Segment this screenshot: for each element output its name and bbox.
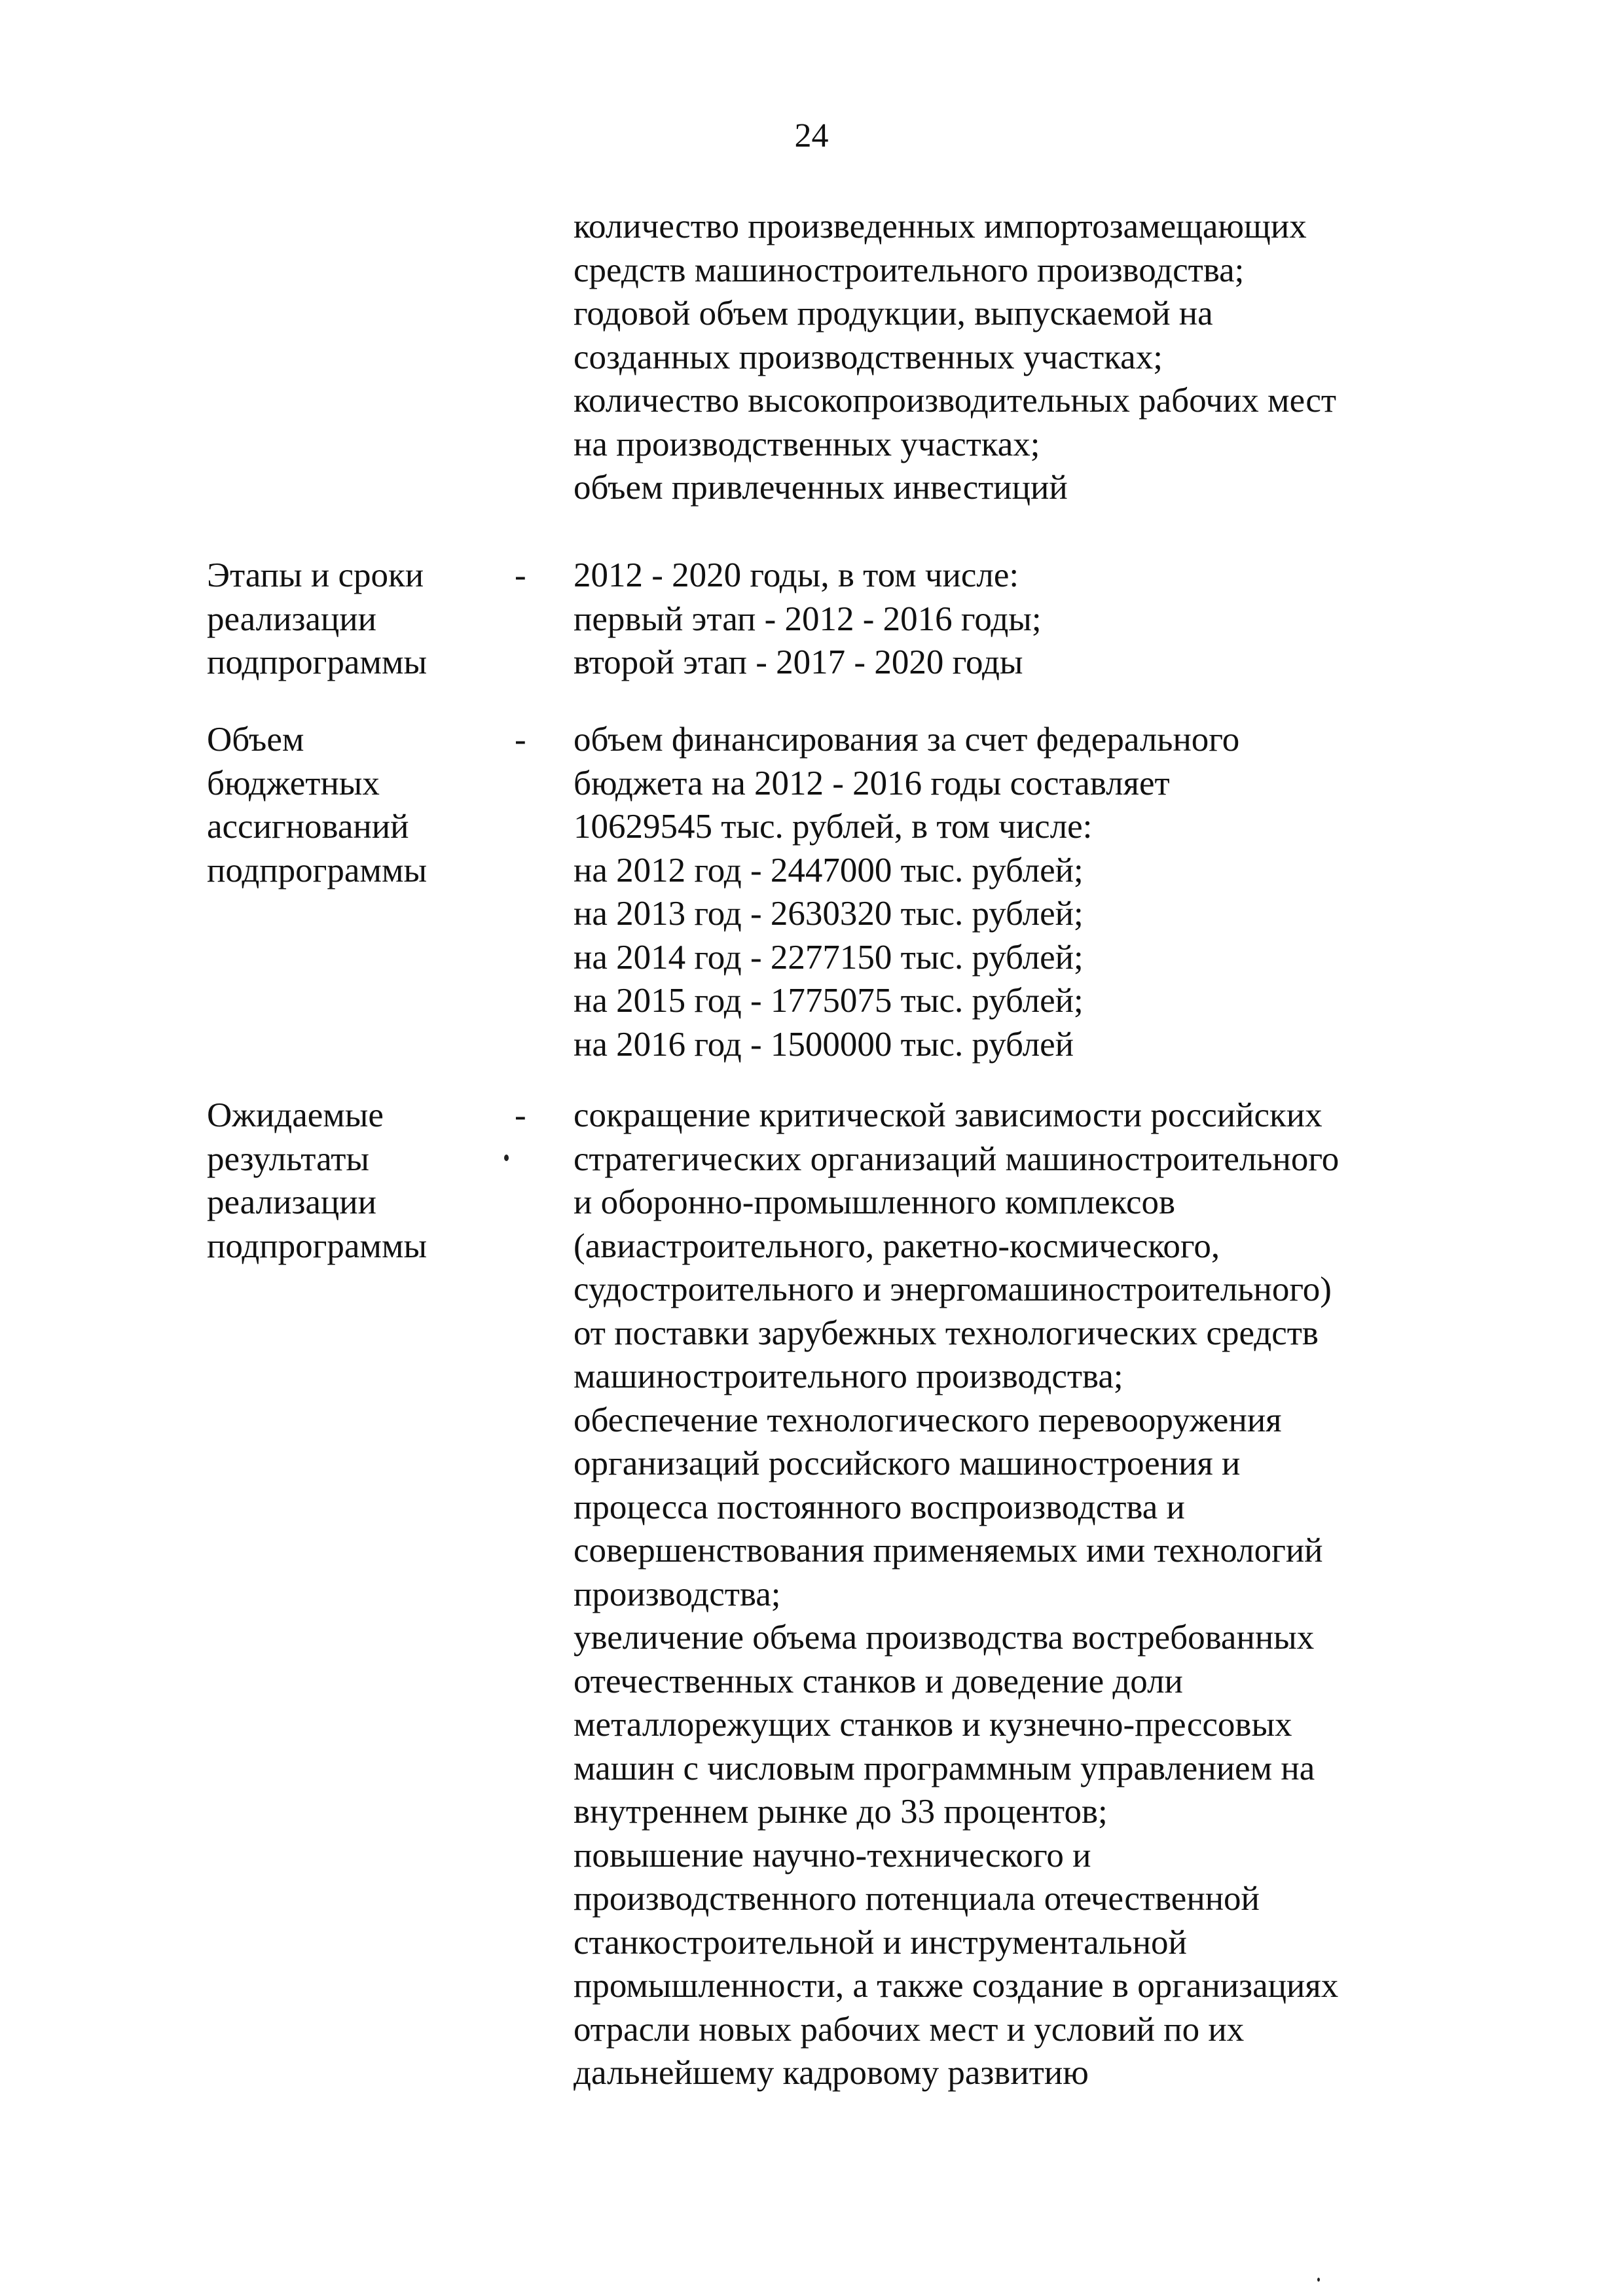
section-label	[207, 554, 427, 685]
content-line: производственного потенциала отечественной	[574, 1880, 1260, 1918]
content-line: на 2015 год - 1775075 тыс. рублей;	[574, 982, 1084, 1020]
content-line: второй этап - 2017 - 2020 годы	[574, 643, 1023, 681]
content-line: внутреннем рынке до 33 процентов;	[574, 1793, 1108, 1831]
content-line: совершенствования применяемых ими технологий	[574, 1532, 1323, 1570]
section-content	[574, 1094, 1339, 2095]
label-line: реализации	[207, 1183, 377, 1221]
label-line: подпрограммы	[207, 1227, 428, 1265]
scan-artifact-dot	[504, 1155, 509, 1161]
content-line: и оборонно-промышленного комплексов	[574, 1183, 1176, 1221]
content-line: отечественных станков и доведение доли	[574, 1662, 1183, 1700]
content-line: металлорежущих станков и кузнечно-прессовых	[574, 1706, 1292, 1744]
content-line: промышленности, а также создание в организациях	[574, 1967, 1339, 2005]
content-line: от поставки зарубежных технологических средств	[574, 1314, 1319, 1352]
intro-line: созданных производственных участках;	[574, 338, 1163, 376]
label-line: подпрограммы	[207, 643, 428, 681]
label-line: бюджетных	[207, 764, 380, 802]
content-line: повышение научно-технического и	[574, 1836, 1091, 1874]
intro-line: количество произведенных импортозамещающих	[574, 207, 1307, 245]
content-line: отрасли новых рабочих мест и условий по их	[574, 2010, 1245, 2049]
section-content	[574, 554, 1042, 685]
page-number: 24	[794, 117, 829, 154]
content-line: организаций российского машиностроения и	[574, 1444, 1241, 1482]
intro-line: годовой объем продукции, выпускаемой на	[574, 295, 1213, 332]
content-line: (авиастроительного, ракетно-космического,	[574, 1227, 1220, 1265]
label-line: подпрограммы	[207, 851, 428, 889]
section-dash: -	[515, 1096, 526, 1134]
section-dash: -	[515, 721, 526, 759]
section-label	[207, 1094, 427, 1268]
content-line: станкостроительной и инструментальной	[574, 1923, 1187, 1962]
content-line: производства;	[574, 1575, 781, 1613]
intro-line: средств машиностроительного производства;	[574, 251, 1245, 289]
label-line: Этапы и сроки	[207, 556, 424, 594]
content-line: процесса постоянного воспроизводства и	[574, 1488, 1185, 1526]
content-line: обеспечение технологического перевооружения	[574, 1401, 1282, 1439]
scan-artifact-dot	[1317, 2278, 1320, 2282]
label-line: Ожидаемые	[207, 1096, 384, 1134]
content-line: судостроительного и энергомашиностроительного)	[574, 1270, 1332, 1308]
content-line: бюджета на 2012 - 2016 годы составляет	[574, 764, 1170, 802]
section-content	[574, 718, 1239, 1066]
content-line: на 2013 год - 2630320 тыс. рублей;	[574, 895, 1084, 933]
intro-indicators-block	[574, 205, 1336, 510]
content-line: на 2016 год - 1500000 тыс. рублей	[574, 1025, 1074, 1064]
content-line: на 2014 год - 2277150 тыс. рублей;	[574, 938, 1084, 977]
content-line: на 2012 год - 2447000 тыс. рублей;	[574, 851, 1084, 889]
intro-line: количество высокопроизводительных рабочих мест	[574, 382, 1337, 420]
content-line: сокращение критической зависимости российских	[574, 1096, 1322, 1134]
label-line: ассигнований	[207, 808, 409, 846]
content-line: увеличение объема производства востребованных	[574, 1619, 1315, 1657]
intro-line: объем привлеченных инвестиций	[574, 469, 1068, 507]
label-line: результаты	[207, 1139, 369, 1178]
intro-line: на производственных участках;	[574, 425, 1040, 463]
content-line: объем финансирования за счет федерального	[574, 721, 1240, 759]
content-line: машин с числовым программным управлением на	[574, 1749, 1315, 1787]
content-line: стратегических организаций машиностроительного	[574, 1139, 1340, 1178]
content-line: машиностроительного производства;	[574, 1357, 1123, 1395]
label-line: Объем	[207, 721, 304, 759]
content-line: 10629545 тыс. рублей, в том числе:	[574, 808, 1093, 846]
content-line: дальнейшему кадровому развитию	[574, 2054, 1089, 2092]
section-dash: -	[515, 556, 526, 594]
label-line: реализации	[207, 600, 377, 638]
content-line: 2012 - 2020 годы, в том числе:	[574, 556, 1019, 594]
content-line: первый этап - 2012 - 2016 годы;	[574, 600, 1042, 638]
section-label	[207, 718, 427, 892]
